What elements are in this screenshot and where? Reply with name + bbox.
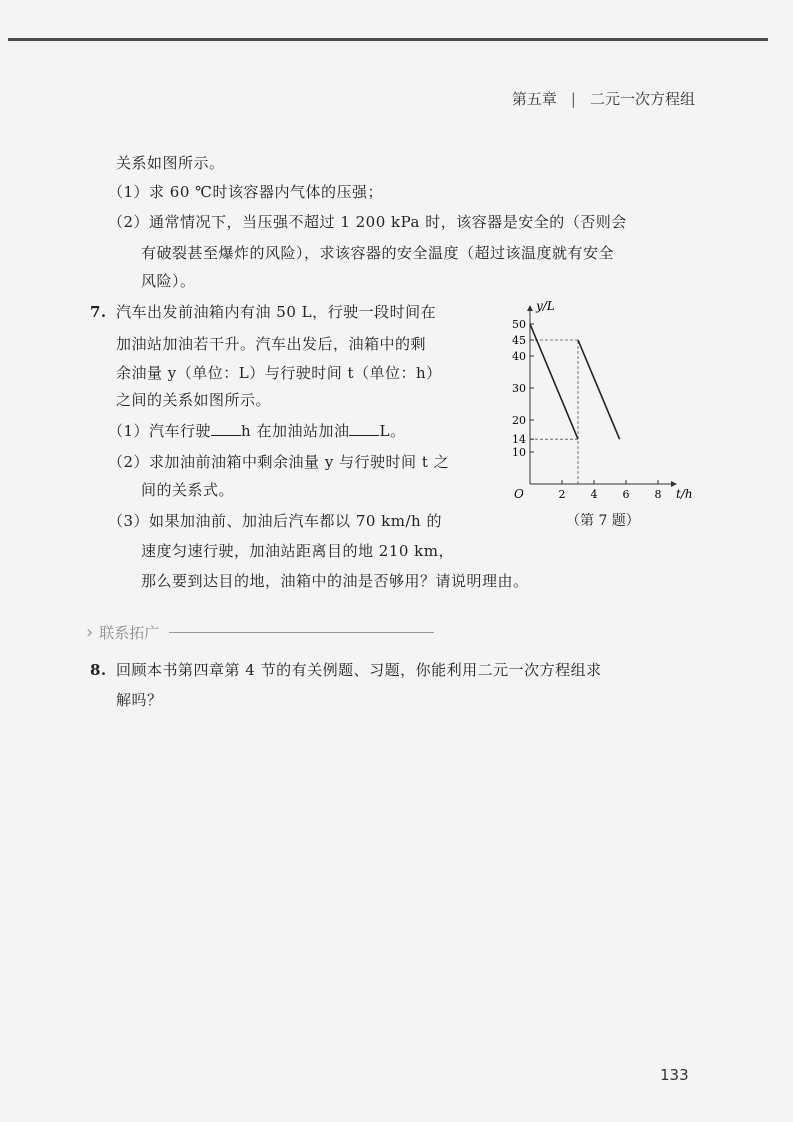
top-rule (8, 38, 768, 41)
chevron-right-icon: › (86, 622, 94, 643)
section-heading (86, 622, 434, 643)
section-title: 联系拓广 (99, 624, 160, 642)
chapter-title: 二元一次方程组 (589, 90, 695, 108)
sub1-part-b: h 在加油站加油 (241, 422, 350, 440)
problem-7-sub1 (108, 421, 405, 441)
problem-8-number: 8. (90, 661, 107, 679)
section-rule (169, 632, 434, 633)
x-tick-label: 8 (654, 488, 662, 501)
y-tick-label: 45 (512, 334, 526, 347)
problem-7-sub3-line2: 速度匀速行驶，加油站距离目的地 210 km， (141, 542, 454, 560)
figure-caption: （第 7 题） (566, 513, 640, 529)
x-tick-label: 2 (558, 488, 566, 501)
problem-7-line4: 之间的关系如图所示。 (116, 391, 272, 409)
running-header (512, 88, 695, 109)
problem-7-line1: 汽车出发前油箱内有油 50 L，行驶一段时间在 (116, 303, 437, 321)
series-line (530, 324, 578, 439)
problem-8-line2: 解吗？ (116, 691, 163, 709)
prev-question-1: （1）求 60 ℃时该容器内气体的压强； (108, 183, 383, 201)
prev-question-2-line1: （2）通常情况下，当压强不超过 1 200 kPa 时，该容器是安全的（否则会 (108, 213, 627, 231)
problem-7-sub2-line1: （2）求加油前油箱中剩余油量 y 与行驶时间 t 之 (108, 453, 450, 471)
problem-7-sub3-line3: 那么要到达目的地，油箱中的油是否够用？请说明理由。 (141, 572, 529, 590)
problem-7-line3: 余油量 y（单位：L）与行驶时间 t（单位：h） (116, 364, 442, 382)
header-separator: | (570, 90, 576, 108)
sub1-part-a: （1）汽车行驶 (108, 422, 212, 440)
x-tick-label: 4 (590, 488, 598, 501)
y-tick-label: 14 (512, 433, 526, 447)
problem-8-line1: 回顾本书第四章第 4 节的有关例题、习题，你能利用二元一次方程组求 (116, 661, 602, 679)
problem-7-line2: 加油站加油若干升。汽车出发后，油箱中的剩 (116, 335, 427, 353)
answer-blank-hours[interactable] (211, 421, 241, 436)
y-axis-label: y/L (536, 300, 555, 313)
series-line (578, 340, 620, 439)
y-tick-label: 30 (512, 382, 526, 395)
y-tick-label: 10 (512, 446, 526, 459)
chapter-label: 第五章 (511, 90, 557, 108)
problem-7-number: 7. (90, 303, 107, 321)
problem-7-sub3-line1: （3）如果加油前、加油后汽车都以 70 km/h 的 (108, 512, 442, 530)
answer-blank-liters[interactable] (349, 421, 379, 436)
x-axis-label: t/h (676, 487, 693, 501)
prev-question-2-line2: 有破裂甚至爆炸的风险），求该容器的安全温度（超过该温度就有安全 (141, 244, 615, 262)
y-tick-label: 50 (512, 318, 526, 331)
y-tick-label: 20 (512, 414, 526, 427)
prev-intro: 关系如图所示。 (116, 154, 225, 172)
origin-label: O (514, 487, 524, 501)
x-tick-label: 6 (622, 488, 630, 501)
problem-7-sub2-line2: 间的关系式。 (141, 481, 235, 499)
prev-question-2-line3: 风险）。 (141, 272, 196, 290)
y-tick-label: 40 (512, 350, 526, 363)
sub1-part-c: L。 (379, 422, 406, 440)
page-number: 133 (660, 1066, 689, 1084)
fuel-chart (505, 300, 705, 510)
